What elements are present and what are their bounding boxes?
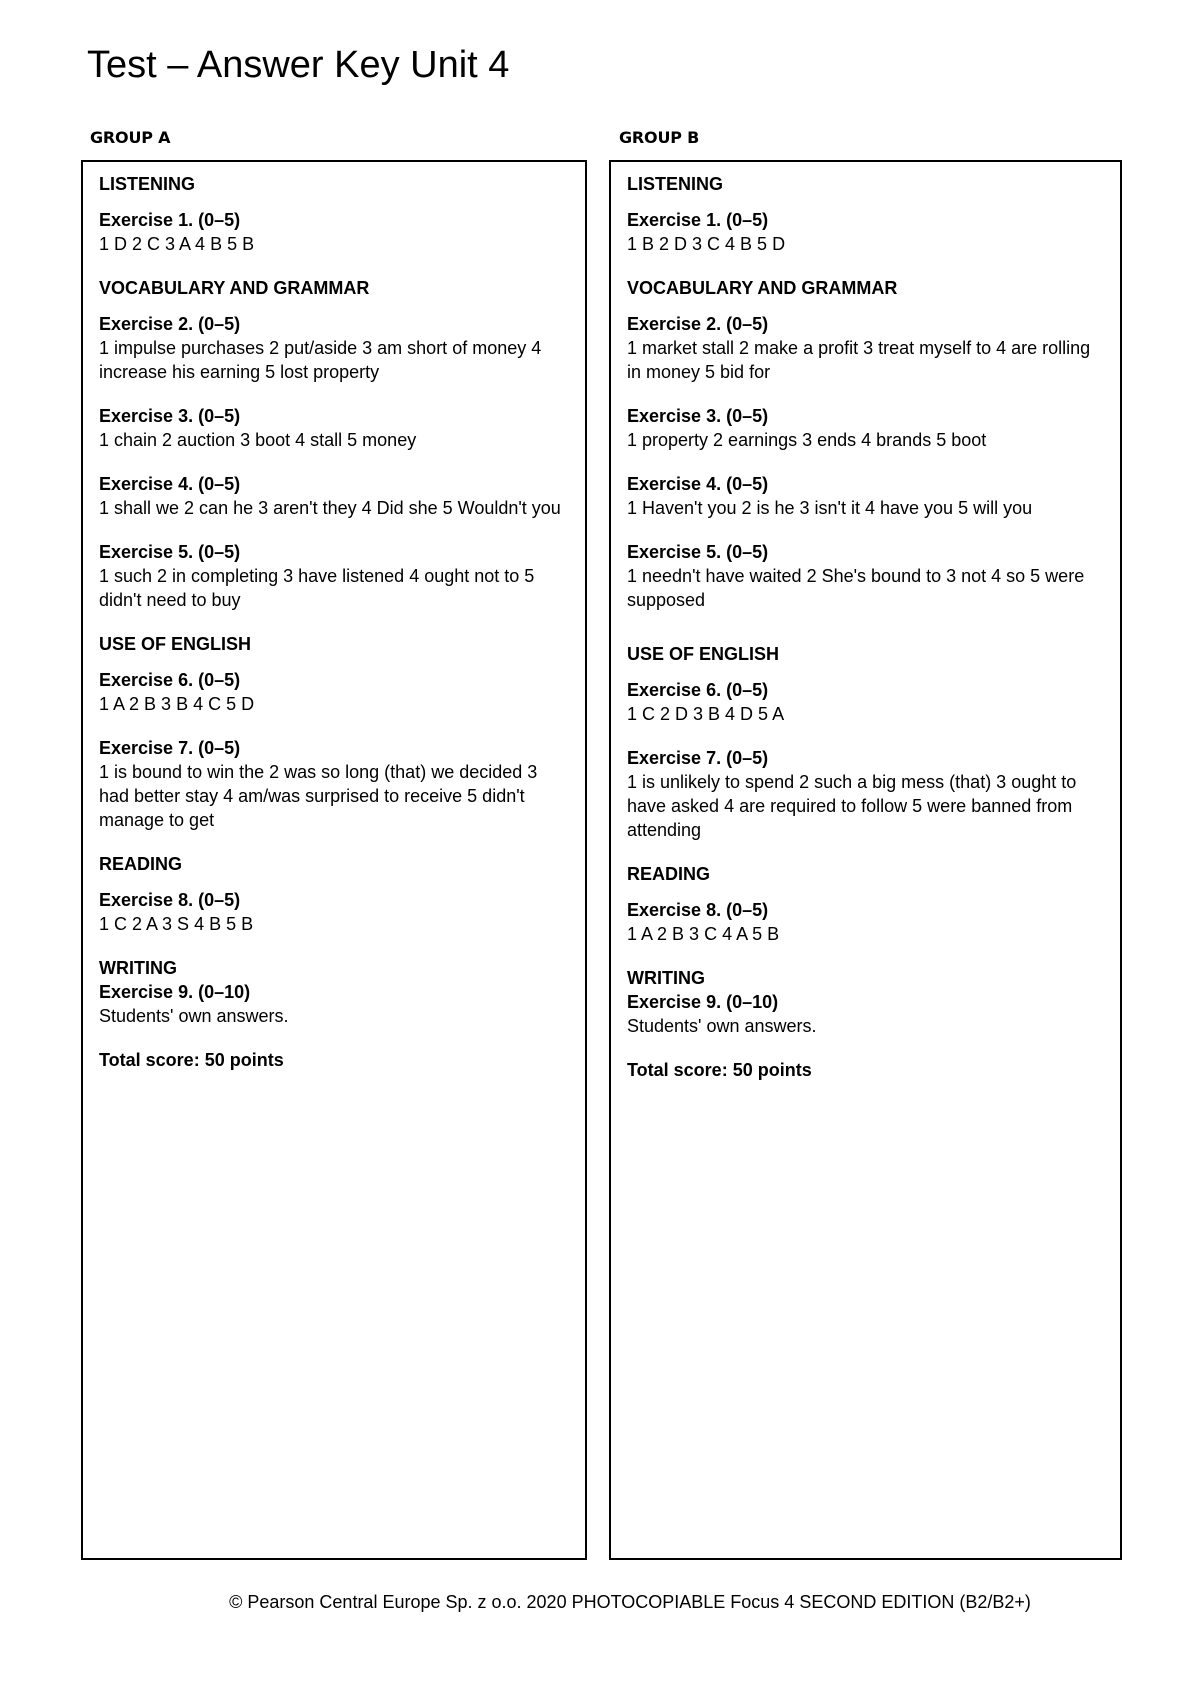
exercise-title: Exercise 3. (0–5) xyxy=(99,406,241,426)
exercise-9 xyxy=(99,980,569,1028)
exercise-5 xyxy=(627,540,1104,612)
exercise-answer: 1 such 2 in completing 3 have listened 4 ought not to 5 didn't need to buy xyxy=(99,566,535,610)
exercise-answer: 1 shall we 2 can he 3 aren't they 4 Did she 5 Wouldn't you xyxy=(99,498,561,518)
section-reading: READING xyxy=(627,864,711,884)
section-vocabulary-grammar: VOCABULARY AND GRAMMAR xyxy=(627,278,898,298)
exercise-4 xyxy=(99,472,569,520)
exercise-1 xyxy=(627,208,1104,256)
section-listening: LISTENING xyxy=(99,174,196,194)
exercise-title: Exercise 5. (0–5) xyxy=(99,542,241,562)
exercise-title: Exercise 5. (0–5) xyxy=(627,542,769,562)
exercise-title: Exercise 9. (0–10) xyxy=(99,982,251,1002)
group-a-label: GROUP A xyxy=(90,128,171,147)
group-a-answer-box xyxy=(81,160,587,1560)
exercise-answer: 1 A 2 B 3 C 4 A 5 B xyxy=(627,924,780,944)
exercise-7 xyxy=(627,746,1104,842)
exercise-answer: 1 is bound to win the 2 was so long (that) we decided 3 had better stay 4 am/was surprised to receive 5 didn't manage to get xyxy=(99,762,538,830)
exercise-title: Exercise 7. (0–5) xyxy=(627,748,769,768)
exercise-answer: 1 market stall 2 make a profit 3 treat myself to 4 are rolling in money 5 bid for xyxy=(627,338,1091,382)
group-b-label: GROUP B xyxy=(619,128,700,147)
section-reading: READING xyxy=(99,854,183,874)
exercise-answer: 1 Haven't you 2 is he 3 isn't it 4 have you 5 will you xyxy=(627,498,1033,518)
exercise-answer: 1 needn't have waited 2 She's bound to 3 not 4 so 5 were supposed xyxy=(627,566,1085,610)
section-writing: WRITING xyxy=(627,968,705,988)
exercise-6 xyxy=(99,668,569,716)
exercise-2 xyxy=(99,312,569,384)
exercise-8 xyxy=(627,898,1104,946)
exercise-5 xyxy=(99,540,569,612)
exercise-answer: Students' own answers. xyxy=(99,1006,289,1026)
exercise-2 xyxy=(627,312,1104,384)
exercise-answer: Students' own answers. xyxy=(627,1016,817,1036)
exercise-4 xyxy=(627,472,1104,520)
exercise-title: Exercise 6. (0–5) xyxy=(99,670,241,690)
copyright-footer: © Pearson Central Europe Sp. z o.o. 2020 PHOTOCOPIABLE Focus 4 SECOND EDITION (B2/B2+) xyxy=(229,1592,1031,1612)
group-b-answer-box xyxy=(609,160,1122,1560)
exercise-title: Exercise 6. (0–5) xyxy=(627,680,769,700)
section-use-of-english: USE OF ENGLISH xyxy=(627,644,780,664)
exercise-title: Exercise 1. (0–5) xyxy=(99,210,241,230)
exercise-title: Exercise 2. (0–5) xyxy=(99,314,241,334)
exercise-title: Exercise 4. (0–5) xyxy=(627,474,769,494)
exercise-answer: 1 D 2 C 3 A 4 B 5 B xyxy=(99,234,255,254)
exercise-title: Exercise 1. (0–5) xyxy=(627,210,769,230)
exercise-6 xyxy=(627,678,1104,726)
section-vocabulary-grammar: VOCABULARY AND GRAMMAR xyxy=(99,278,370,298)
exercise-answer: 1 B 2 D 3 C 4 B 5 D xyxy=(627,234,786,254)
exercise-answer: 1 chain 2 auction 3 boot 4 stall 5 money xyxy=(99,430,417,450)
exercise-answer: 1 property 2 earnings 3 ends 4 brands 5 boot xyxy=(627,430,987,450)
exercise-title: Exercise 8. (0–5) xyxy=(99,890,241,910)
section-use-of-english: USE OF ENGLISH xyxy=(99,634,252,654)
exercise-title: Exercise 4. (0–5) xyxy=(99,474,241,494)
total-score: Total score: 50 points xyxy=(99,1050,284,1070)
exercise-1 xyxy=(99,208,569,256)
exercise-answer: 1 impulse purchases 2 put/aside 3 am short of money 4 increase his earning 5 lost property xyxy=(99,338,542,382)
exercise-3 xyxy=(627,404,1104,452)
exercise-answer: 1 is unlikely to spend 2 such a big mess (that) 3 ought to have asked 4 are required to follow 5 were banned from attending xyxy=(627,772,1077,840)
exercise-answer: 1 A 2 B 3 B 4 C 5 D xyxy=(99,694,255,714)
exercise-answer: 1 C 2 D 3 B 4 D 5 A xyxy=(627,704,785,724)
exercise-title: Exercise 7. (0–5) xyxy=(99,738,241,758)
section-writing: WRITING xyxy=(99,958,177,978)
page-title: Test – Answer Key Unit 4 xyxy=(87,44,510,86)
exercise-3 xyxy=(99,404,569,452)
exercise-8 xyxy=(99,888,569,936)
exercise-7 xyxy=(99,736,569,832)
total-score: Total score: 50 points xyxy=(627,1060,812,1080)
exercise-title: Exercise 8. (0–5) xyxy=(627,900,769,920)
exercise-title: Exercise 2. (0–5) xyxy=(627,314,769,334)
exercise-9 xyxy=(627,990,1104,1038)
section-listening: LISTENING xyxy=(627,174,724,194)
exercise-title: Exercise 3. (0–5) xyxy=(627,406,769,426)
exercise-answer: 1 C 2 A 3 S 4 B 5 B xyxy=(99,914,254,934)
exercise-title: Exercise 9. (0–10) xyxy=(627,992,779,1012)
